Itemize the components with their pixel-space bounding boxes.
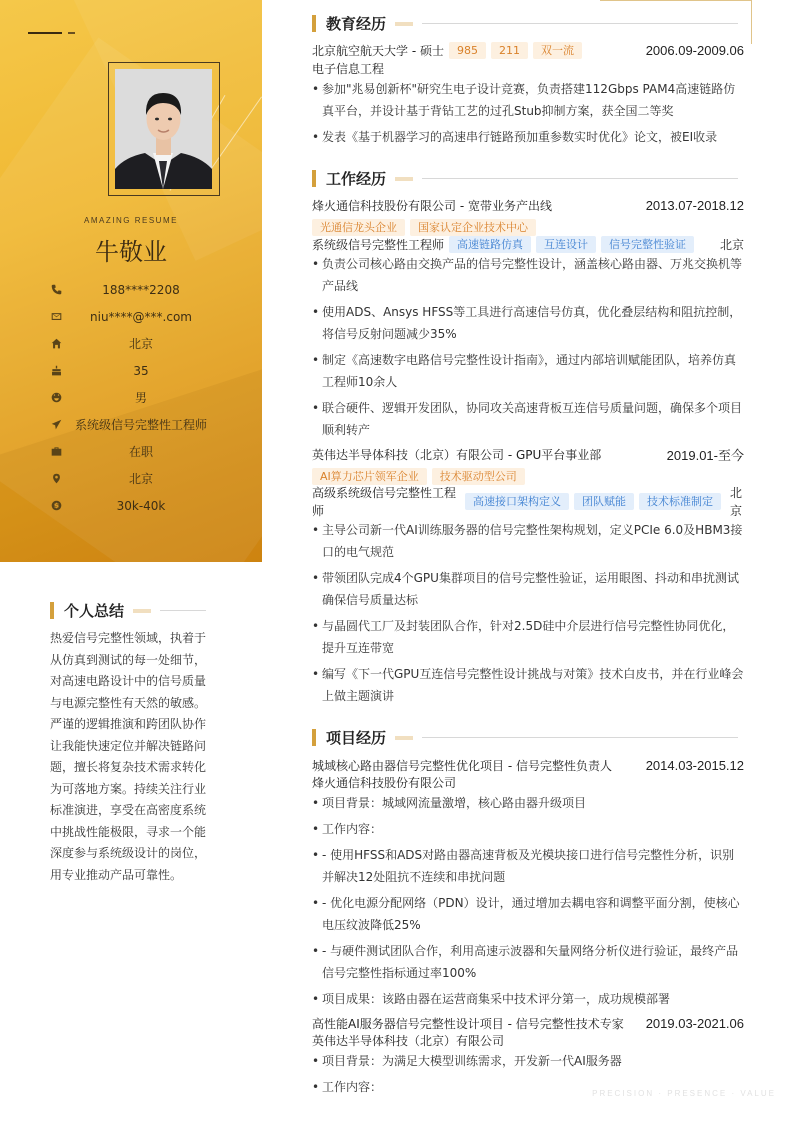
- section-divider: [422, 23, 738, 24]
- bullet-item: • 项目背景：城域网流量激增，核心路由器升级项目: [312, 792, 744, 814]
- decor-corner-line: [600, 0, 752, 1]
- candidate-name: 牛敬业: [95, 238, 167, 266]
- info-location: [48, 465, 238, 492]
- company-tag: AI算力芯片领军企业: [312, 468, 427, 485]
- decor-corner-line: [751, 0, 752, 44]
- info-status: [48, 438, 238, 465]
- bullet-item: • 发表《基于机器学习的高速串行链路预加重参数实时优化》论文，被EI收录: [312, 126, 744, 148]
- section-accent-pill: [395, 177, 413, 181]
- section-divider: [422, 178, 738, 179]
- school-tag: 211: [491, 42, 528, 59]
- info-text: 北京: [128, 472, 153, 486]
- mail-icon: [48, 308, 64, 324]
- project-header: [312, 1013, 744, 1033]
- section-divider: [422, 737, 738, 738]
- info-text: 系统级信号完整性工程师: [74, 418, 207, 432]
- section-accent-bar: [312, 15, 316, 32]
- section-accent-bar: [312, 729, 316, 746]
- bullet-item: • 工作内容：: [312, 818, 744, 840]
- project-bullets: [312, 792, 744, 1014]
- company-name: 英伟达半导体科技（北京）有限公司 - GPU平台事业部: [312, 447, 602, 462]
- section-accent-bar: [50, 602, 54, 619]
- bullet-item: • 与晶圆代工厂及封装团队合作，针对2.5D硅中介层进行信号完整性协同优化，提升互连带宽: [312, 615, 744, 659]
- section-accent-pill: [395, 22, 413, 26]
- role-tag: 团队赋能: [574, 493, 634, 510]
- job-bullets: [312, 519, 744, 711]
- info-text: 30k-40k: [116, 498, 166, 513]
- project-company: 英伟达半导体科技（北京）有限公司: [312, 1034, 505, 1048]
- job-date: 2019.01-至今: [666, 447, 744, 463]
- footer-motto: PRECISION · PRESENCE · VALUE: [592, 1089, 776, 1098]
- projects-section-header: [312, 727, 738, 748]
- job-role-row: [312, 484, 744, 520]
- bullet-item: • 工作内容：: [312, 1076, 744, 1098]
- profile-photo: [115, 69, 212, 189]
- decor-dash: [68, 32, 75, 34]
- info-gender: [48, 384, 238, 411]
- project-company: 烽火通信科技股份有限公司: [312, 776, 457, 790]
- bullet-item: • 主导公司新一代AI训练服务器的信号完整性架构规划，定义PCIe 6.0及HBM3接口的电气规范: [312, 519, 744, 563]
- job-date: 2013.07-2018.12: [645, 197, 744, 213]
- send-icon: [48, 416, 64, 432]
- info-text: 188****2208: [102, 282, 180, 297]
- work-section-header: [312, 168, 738, 189]
- phone-icon: [48, 281, 64, 297]
- info-city: [48, 330, 238, 357]
- home-icon: [48, 335, 64, 351]
- section-accent-pill: [395, 736, 413, 740]
- bullet-item: • 制定《高速数字电路信号完整性设计指南》，通过内部培训赋能团队，培养仿真工程师10余人: [312, 349, 744, 393]
- info-text: niu****@***.com: [90, 309, 192, 324]
- salary-icon: [48, 497, 64, 513]
- job-location: 北京: [719, 237, 744, 252]
- section-title: 工作经历: [326, 170, 387, 188]
- company-tag: 光通信龙头企业: [312, 219, 405, 236]
- section-title: 项目经历: [326, 729, 387, 747]
- education-date: 2006.09-2009.06: [645, 42, 744, 58]
- briefcase-icon: [48, 443, 64, 459]
- section-title: 教育经历: [326, 15, 387, 33]
- bullet-item: • - 使用HFSS和ADS对路由器高速背板及光模块接口进行信号完整性分析，识别并解决12处阻抗不连续和串扰问题: [312, 844, 744, 888]
- profile-panel: [0, 0, 262, 562]
- bullet-item: • 带领团队完成4个GPU集群项目的信号完整性验证，运用眼图、抖动和串扰测试确保信号质量达标: [312, 567, 744, 611]
- education-entry-header: [312, 40, 744, 60]
- info-position: [48, 411, 238, 438]
- role-tag: 信号完整性验证: [601, 236, 694, 253]
- school-name: 北京航空航天大学 - 硕士: [312, 43, 444, 58]
- profile-photo-illustration: [115, 69, 212, 189]
- smile-icon: [48, 389, 64, 405]
- contact-info-list: [48, 276, 238, 519]
- bullet-item: • 联合硬件、逻辑开发团队，协同攻关高速背板互连信号质量问题，确保多个项目顺利转产: [312, 397, 744, 441]
- job-header: [312, 195, 744, 215]
- bullet-item: • 使用ADS、Ansys HFSS等工具进行高速信号仿真，优化叠层结构和阻抗控制，将信号反射问题减少35%: [312, 301, 744, 345]
- info-email: [48, 303, 238, 330]
- bullet-item: • 负责公司核心路由交换产品的信号完整性设计，涵盖核心路由器、万兆交换机等产品线: [312, 253, 744, 297]
- info-age: [48, 357, 238, 384]
- company-tag: 技术驱动型公司: [432, 468, 525, 485]
- education-section-header: [312, 13, 738, 34]
- project-name: 高性能AI服务器信号完整性设计项目 - 信号完整性技术专家: [312, 1016, 624, 1031]
- role-tag: 高速链路仿真: [449, 236, 531, 253]
- bullet-item: • - 与硬件测试团队合作，利用高速示波器和矢量网络分析仪进行验证，最终产品信号完整性指标通过率100%: [312, 940, 744, 984]
- company-tags: [312, 218, 536, 236]
- section-title: 个人总结: [64, 602, 125, 620]
- section-divider: [160, 610, 206, 611]
- project-date: 2019.03-2021.06: [645, 1015, 744, 1031]
- company-tags: [312, 467, 525, 485]
- info-phone: [48, 276, 238, 303]
- decor-dash: [28, 32, 62, 34]
- role-tag: 高速接口架构定义: [465, 493, 569, 510]
- resume-tagline: AMAZING RESUME: [84, 216, 178, 225]
- bullet-item: • 项目背景：为满足大模型训练需求，开发新一代AI服务器: [312, 1050, 744, 1072]
- role-tag: 互连设计: [536, 236, 596, 253]
- education-bullets: [312, 78, 744, 152]
- section-accent-pill: [133, 609, 151, 613]
- job-header: [312, 444, 744, 464]
- school-tag: 双一流: [533, 42, 582, 59]
- bullet-item: • 项目成果：该路由器在运营商集采中技术评分第一，成功规模部署: [312, 988, 744, 1010]
- job-location: 北京: [730, 486, 743, 518]
- info-text: 在职: [128, 445, 153, 459]
- info-text: 北京: [128, 337, 153, 351]
- summary-section-header: [50, 600, 206, 621]
- cake-icon: [48, 362, 64, 378]
- role-tag: 技术标准制定: [639, 493, 721, 510]
- job-role: 高级系统级信号完整性工程师: [312, 486, 457, 518]
- school-tag: 985: [449, 42, 486, 59]
- job-role-row: [312, 235, 744, 253]
- bullet-item: • 编写《下一代GPU互连信号完整性设计挑战与对策》技术白皮书，并在行业峰会上做主题演讲: [312, 663, 744, 707]
- info-salary: [48, 492, 238, 519]
- bullet-item: • - 优化电源分配网络（PDN）设计，通过增加去耦电容和调整平面分割，使核心电压纹波降低25%: [312, 892, 744, 936]
- info-text: 男: [134, 391, 147, 405]
- section-accent-bar: [312, 170, 316, 187]
- job-bullets: [312, 253, 744, 445]
- info-text: 35: [133, 363, 149, 378]
- major: 电子信息工程: [312, 62, 385, 76]
- job-role: 系统级信号完整性工程师: [312, 237, 445, 252]
- project-date: 2014.03-2015.12: [645, 757, 744, 773]
- location-icon: [48, 470, 64, 486]
- company-tag: 国家认定企业技术中心: [410, 219, 536, 236]
- company-name: 烽火通信科技股份有限公司 - 宽带业务产出线: [312, 198, 552, 213]
- project-header: [312, 755, 744, 775]
- summary-text: 热爱信号完整性领域，执着于从仿真到测试的每一处细节，对高速电路设计中的信号质量与电源完整性有天然的敏感。严谨的逻辑推演和跨团队协作让我能快速定位并解决链路问题，擅长将复杂技术需求转化为可落地方案。持续关注行业标准演进，享受在高密度系统中挑战性能极限，寻求一个能深度参与系统级设计的岗位，用专业推动产品可靠性。: [50, 631, 207, 882]
- bullet-item: • 参加"兆易创新杯"研究生电子设计竞赛，负责搭建112Gbps PAM4高速链路仿真平台，并设计基于背钻工艺的过孔Stub抑制方案，获全国二等奖: [312, 78, 744, 122]
- project-name: 城域核心路由器信号完整性优化项目 - 信号完整性负责人: [312, 758, 612, 773]
